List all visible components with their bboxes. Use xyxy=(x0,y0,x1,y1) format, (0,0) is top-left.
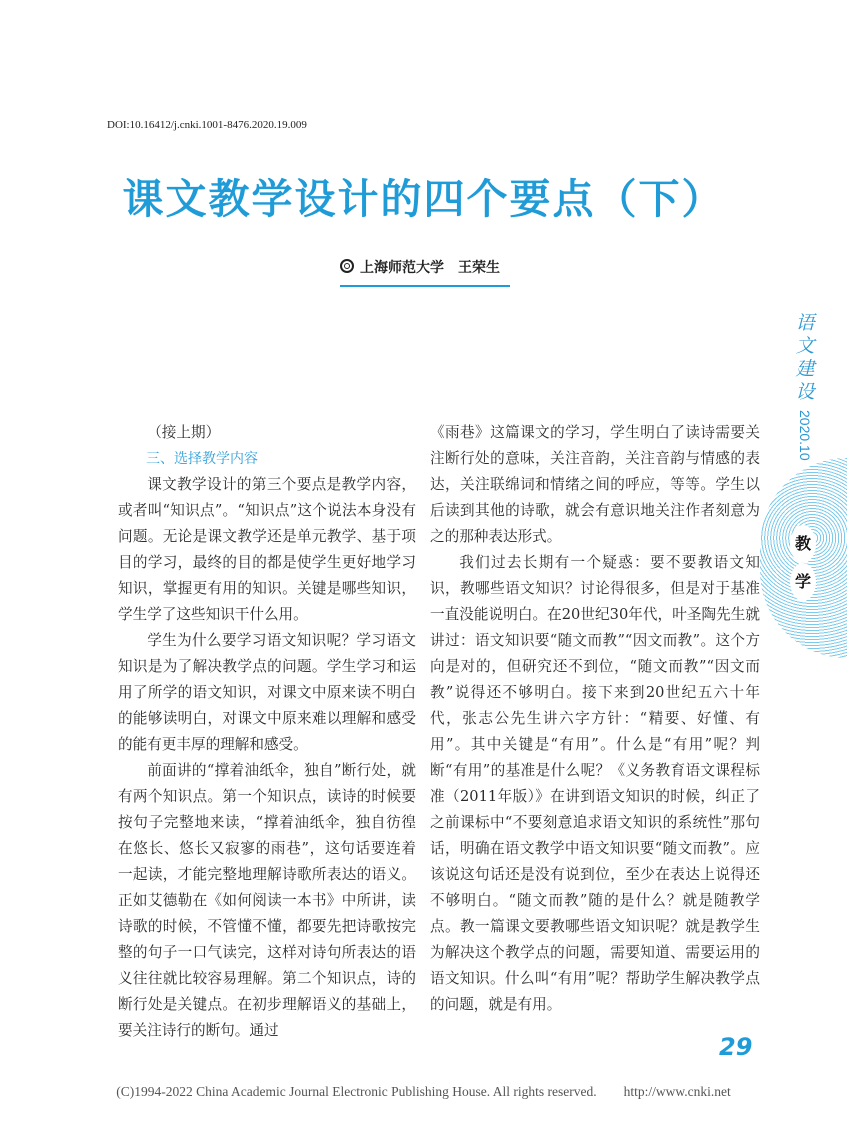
journal-char: 语 xyxy=(795,312,815,334)
section-heading: 三、选择教学内容 xyxy=(146,451,258,467)
column-right xyxy=(430,420,760,1018)
bullseye-icon xyxy=(340,259,354,273)
paragraph: 我们过去长期有一个疑惑：要不要教语文知识，教哪些语文知识？讨论得很多，但是对于基准一直没能说明白。在20世纪30年代，叶圣陶先生就讲过：语文知识要“随文而教”“因文而教”。这个方向是对的，但研究还不到位，“随文而教”“因文而教”说得还不够明白。接下来到20世纪五六十年代，张志公先生讲六字方针：“精要、好懂、有用”。其中关键是“有用”。什么是“有用”呢？判断“有用”的基准是什么呢？《义务教育语文课程标准（2011年版）》在讲到语文知识的时候，纠正了之前课标中“不要刻意追求语文知识的系统性”那句话，明确在语文教学中语文知识要“随文而教”。应该说这句话还是没有说到位，至少在表达上说得还不够明白。“随文而教”随的是什么？就是随教学点。教一篇课文要教哪些语文知识呢？就是教学生为解决这个教学点的问题，需要知道、需要运用的语文知识。什么叫“有用”呢？帮助学生解决教学点的问题，就是有用。 xyxy=(430,554,760,1013)
section-char: 教 xyxy=(790,525,816,563)
journal-char: 文 xyxy=(795,335,815,357)
journal-char: 建 xyxy=(795,358,815,380)
section-label xyxy=(790,525,816,601)
article-title: 课文教学设计的四个要点（下） xyxy=(122,175,725,223)
author: 上海师范大学 王荣生 xyxy=(360,260,500,276)
author-line xyxy=(340,257,500,277)
journal-sidebar xyxy=(790,312,820,461)
paragraph: 《雨巷》这篇课文的学习，学生明白了读诗需要关注断行处的意味，关注音韵，关注音韵与情感的表达，关注联绵词和情绪之间的呼应，等等。学生以后读到其他的诗歌，就会有意识地关注作者刻意为之的那种表达形式。 xyxy=(430,424,760,545)
journal-name xyxy=(790,312,820,404)
continued-note: （接上期） xyxy=(147,424,221,441)
journal-char: 设 xyxy=(795,381,815,403)
copyright-footer: (C)1994-2022 China Academic Journal Electronic Publishing House. All rights reserved. http://www.cnki.net xyxy=(116,1084,731,1099)
author-underline xyxy=(340,285,510,287)
section-char: 学 xyxy=(790,563,816,601)
issue-number: 2020.10 xyxy=(797,410,813,461)
paragraph: 课文教学设计的第三个要点是教学内容，或者叫“知识点”。“知识点”这个说法本身没有问题。无论是课文教学还是单元教学、基于项目的学习，最终的目的都是使学生更好地学习知识，掌握更有用的知识。关键是哪些知识，学生学了这些知识干什么用。 xyxy=(118,476,416,623)
page-number: 29 xyxy=(719,1033,753,1061)
column-left xyxy=(118,420,416,1044)
paragraph: 前面讲的“撑着油纸伞，独自”断行处，就有两个知识点。第一个知识点，读诗的时候要按句子完整地来读，“撑着油纸伞，独自彷徨在悠长、悠长又寂寥的雨巷”，这句话要连着一起读，才能完整地理解诗歌所表达的语义。正如艾德勒在《如何阅读一本书》中所讲，读诗歌的时候，不管懂不懂，都要先把诗歌按完整的句子一口气读完，这样对诗句所表达的语义往往就比较容易理解。第二个知识点，诗的断行处是关键点。在初步理解语义的基础上，要关注诗行的断句。通过 xyxy=(118,762,416,1039)
paragraph: 学生为什么要学习语文知识呢？学习语文知识是为了解决教学点的问题。学生学习和运用了所学的语文知识，对课文中原来读不明白的能够读明白，对课文中原来难以理解和感受的能有更丰厚的理解和感受。 xyxy=(118,632,416,753)
doi: DOI:10.16412/j.cnki.1001-8476.2020.19.009 xyxy=(107,119,307,131)
